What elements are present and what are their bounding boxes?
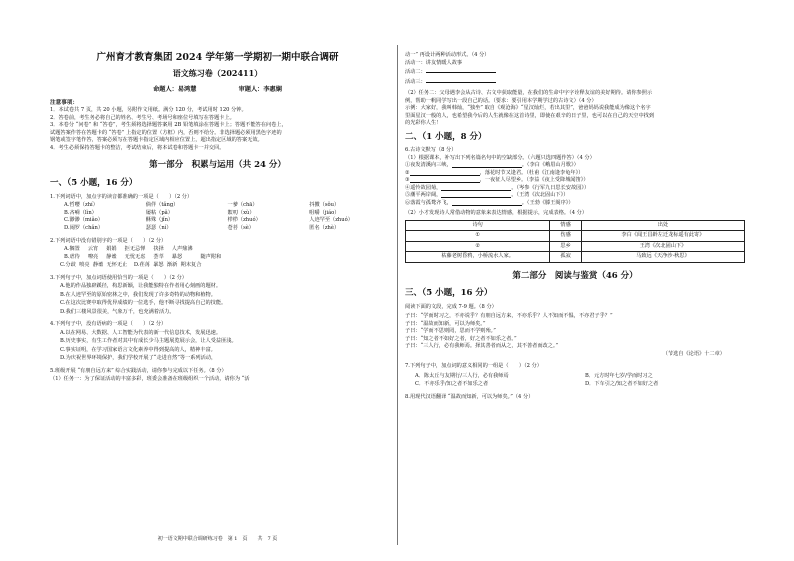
question-1: 1.下列词语中，加点字的读音都准确的一项是（ ）（2 分）: [50, 193, 193, 200]
activity-row: [405, 77, 745, 87]
q6-sub2: （2）小才发现诗人常借动物的意象来表达情感，根据提示，完成表格。（4 分）: [405, 210, 588, 217]
q7-option: A．陈太丘与友期行/三人行，必有我师焉: [415, 372, 509, 379]
passage-source: （节选自《论语》十二章）: [662, 350, 725, 357]
passage-line: 子曰：“知之者不如好之者，好之者不如乐之者。”: [405, 335, 517, 342]
question-2: 2.下列词语中没有错别字的一项是（ ）（2 分）: [50, 237, 167, 244]
q2-option: 人声鼎沸: [171, 246, 193, 253]
notice-item: 4．考生必须保持答题卡的整洁，考试结束后，将本试卷和答题卡一并交回。: [50, 144, 225, 151]
notice-item: 1．本试卷共 7 页，共 20 小题，另附作文用纸。满分 120 分，考试用时 120 分钟。: [50, 107, 247, 114]
q2-option: A.搁置: [64, 246, 80, 253]
q6-line-head: ⑥落霞与孤鹜齐飞，: [405, 199, 452, 206]
activity-row: [405, 67, 745, 77]
q6-line: [405, 192, 745, 200]
table-header-row: [406, 220, 745, 231]
notice-item: 3．本卷分 “问卷” 和 “答卷”，考生须将选择题答案用 2B 铅笔填涂在答题卡上；答题不能答在问卷上，: [50, 122, 287, 129]
q6-line: [405, 200, 745, 208]
table-row: [406, 241, 745, 252]
question-5: 5.班级开展 “有朋自远方来” 综合实践活动，请你参与完成以下任务。（8 分）: [50, 367, 227, 374]
q7-option: C．不亦乐乎/知之者不如乐之者: [415, 381, 489, 388]
q6-line-tail: 。（王湾《次北固山下》）: [511, 192, 569, 199]
q1-option: 栉栉（zhuó）: [227, 217, 261, 224]
q6-line-head: ⑤潮平两岸阔，: [405, 192, 442, 199]
table-header: 出处: [581, 220, 744, 231]
q5-continued: 动一” 再设计两种活动形式。（4 分）: [405, 52, 490, 58]
task2-line: 例，帮助一帆同学写出一段自己的话。（要求：要引用本学期学过的古诗文）（4 分）: [405, 97, 597, 104]
q2-spacer: [201, 246, 222, 254]
q2-option: 无忧无虑: [124, 253, 146, 260]
q6-blank[interactable]: [452, 162, 522, 168]
q1-option: 倘佯（tǎng）: [145, 202, 179, 209]
passage-line: 子曰：“学而不思则罔，思而不学则殆。”: [405, 328, 496, 335]
q2-option: 期末复合: [180, 262, 202, 269]
q1-option: 匿名（zhè）: [309, 224, 340, 231]
q1-option: 抖擞（sǒu）: [309, 202, 340, 209]
task2-line: （2）任务二：父母遇李会从古诗、古文中获取能量，在我们的生命中字字诠释友谊的美好期待。请你参照示: [405, 90, 653, 97]
q6-line-head: ①夜发清溪向三峡，: [405, 162, 452, 169]
q1-option: 一爹（chā）: [227, 202, 258, 209]
q2-option: C.分歧: [60, 262, 76, 269]
table-header: 诗句: [406, 220, 550, 231]
table-row: [406, 231, 745, 242]
q1-option: 酥殊（jǐn）: [145, 217, 174, 224]
q6-blank[interactable]: [441, 185, 511, 191]
q1-option: 絮叨（xù）: [227, 209, 255, 216]
q3-option: D.我们三楼风景很美，气象万千，也充满着活力。: [60, 308, 175, 315]
q1-option: A.哲嘤（zhí）: [64, 202, 98, 209]
q6-line-tail: ，落花时节又逢君。（杜甫《江南逢李龟年》）: [479, 169, 584, 176]
q1-option: C.渺渺（miǎo）: [64, 217, 103, 224]
q2-option: 暴怒: [153, 262, 164, 269]
table-cell[interactable]: ②: [406, 241, 550, 252]
question-3: 3.下列句子中，加点词语使用恰当的一项是（ ）（2 分）: [50, 274, 187, 281]
q6-line: [405, 177, 745, 185]
q3-option: A.他的作品独辟蹊径，构思新颖，让我能独特在作者用心刻画的题材。: [60, 283, 222, 290]
table-cell: 枯藤老树昏鸦，小桥流水人家。: [406, 252, 550, 263]
task2-line: 示例：大家好，我叫韩灿，“独坐” 取自《观沧海》“星汉灿烂，若出其里”，爸爸妈妈说我能成为像这个名字: [405, 105, 651, 112]
section2-heading: 二、（1 小题，8 分）: [405, 131, 487, 142]
q4-option: C.事实证明，在学习国家语言文化素养中得到提高的人，精神丰富。: [60, 346, 216, 353]
q2-option: 静谧: [92, 262, 104, 269]
q6-line-tail: 。（王勃《滕王阁序》）: [521, 199, 574, 206]
q2-option: 渐新: [166, 262, 178, 269]
q1-option: 咀嚼（jiáo）: [309, 209, 340, 216]
q3-option: B.在人迹罕至的原始密林之中，我们发现了许多奇特的动物和植物。: [60, 291, 216, 298]
q6-blank[interactable]: [441, 192, 511, 198]
reading-passage: [405, 313, 745, 351]
activity-label: 活动三：: [405, 78, 426, 85]
q6-blank[interactable]: [410, 177, 480, 183]
passage-line: 子曰：“三人行，必有我师焉。择其善者而从之，其不善者而改之。”: [405, 343, 559, 350]
table-cell[interactable]: ①: [406, 231, 550, 242]
q1-option: 人迹罕至（zhuó）: [309, 217, 353, 224]
activity-text: 讲友情暖人故事: [425, 59, 463, 66]
part1-heading: 第一部分 积累与运用（共 24 分）: [149, 160, 286, 171]
table-cell: 王湾《次北固山下》: [581, 241, 744, 252]
passage-line: 子曰：“温故而知新，可以为师矣。”: [405, 320, 486, 327]
notice-item: 2．答卷前，考生务必将自己的姓名、考生号、考场号和座位号填写在答题卡上。: [50, 114, 235, 121]
q2-option: 云宵: [87, 246, 99, 253]
part2-heading: 第二部分 阅读与鉴赏（46 分）: [512, 271, 638, 281]
table-header: 情感: [550, 220, 582, 231]
q7-options-row: [405, 380, 745, 389]
q1-options: [64, 202, 385, 232]
page-divider: [397, 45, 398, 545]
q7-option: D．下车引之/知之者不如好之者: [585, 381, 659, 388]
notice-item: 试题答案作答在答题卡的 “答卷” 上指定的位置（方框）内，否则不给分。非选择题必须用黑色字迹的: [50, 129, 282, 136]
q2-option: 娟娟: [106, 246, 117, 253]
q6-line-head: ②: [405, 169, 410, 176]
q6-table: [405, 220, 745, 263]
q2-option: 无怀无止: [106, 262, 128, 269]
q7-option: B．元方时年七岁/学而时习之: [585, 372, 653, 379]
left-page: [50, 0, 385, 561]
q2-option: 随声附和: [200, 253, 222, 260]
q1-option: B.吝嗬（lìn）: [64, 209, 97, 216]
table-cell: 伤感: [550, 231, 582, 242]
activity-blank[interactable]: [426, 77, 496, 83]
right-page: [405, 0, 745, 561]
q7-options-row: [405, 372, 745, 381]
table-cell: 孤寂: [550, 252, 582, 263]
table-cell: 李白《闻王昌龄左迁龙标遥有此寄》: [581, 231, 744, 242]
q6-line: [405, 185, 745, 193]
authors-line: [50, 86, 385, 95]
exam-subtitle: 语文练习卷（202411）: [172, 68, 263, 79]
q2-option-row-3: [60, 262, 385, 270]
q1-option: 瑟瑟（ní）: [145, 224, 172, 231]
q6-line-head: ④遥怜故园菊，: [405, 184, 442, 191]
q2-option: D.荏苒: [133, 262, 150, 269]
q1-option: 苍苔（sè）: [227, 224, 254, 231]
q2-option: 嘹亮: [87, 253, 99, 260]
q6-line: [405, 162, 745, 170]
q6-line-head: ③: [405, 177, 410, 184]
notice-block: [50, 99, 385, 152]
notice-title: 注意事项：: [50, 99, 78, 106]
q6-blank[interactable]: [452, 200, 522, 206]
q2-option: 拒无忌惮: [124, 246, 146, 253]
q3-option: C.在这次比赛中取得优异成绩的一位选手，他不断寻找提高自己的技能。: [60, 300, 227, 307]
q4-option: D.为庆祝世界环境保护，我们学校开展了“走进自然”等一系列活动，: [60, 355, 217, 362]
activity-blank[interactable]: [426, 67, 496, 73]
q5-sub: （1）任务一：为了保证活动的丰富多彩，班委会准备在班级组织一个活动，请你为 “活: [50, 376, 250, 383]
author-label: 命题人：易鸿慧: [153, 85, 197, 93]
q1-option: 屡粘（pǎ）: [145, 209, 173, 216]
q2-option: 喷亮: [79, 262, 90, 269]
q2-option: 荟萃: [153, 253, 164, 260]
reviewer-label: 审题人：李惠娴: [238, 85, 282, 93]
reading-intro: 阅读下面的文段，完成 7-9 题。（8 分）: [405, 303, 497, 310]
exam-title: 广州育才教育集团 2024 学年第一学期初一期中联合调研: [96, 52, 339, 63]
q6-blank[interactable]: [410, 170, 480, 176]
q6-line-tail: 。（岑参《行军九日思长安故园》）: [511, 184, 590, 191]
table-cell: 马致远《天净沙·秋思》: [581, 252, 744, 263]
section3-heading: 三、（5 小题，16 分）: [405, 288, 493, 299]
activity-label: 活动一：: [405, 59, 426, 66]
task2-block: [405, 90, 745, 128]
q2-options: [64, 246, 385, 261]
q4-option: B.历史事实，有生工作者对其中有成长少马主题展览展示会，让人受益匪浅。: [60, 338, 237, 345]
page-footer: 初一语文期中联合调研练习卷 第 1 页 共 7 页: [157, 535, 278, 542]
question-8: 8.用现代汉语翻译 “温故而知新，可以为师矣。”（4 分）: [405, 393, 534, 400]
q2-option: 抉择: [153, 246, 164, 253]
notice-item: 钢笔或签字笔作答，答案必须写在答题卡指定区域内相应位置上，超出指定区域的答案无效。: [50, 137, 263, 144]
q4-option: A.以在网易、大数据、人工智能为代表的新一代信息技术，发展迅速。: [60, 329, 222, 336]
table-cell: 思乡: [550, 241, 582, 252]
task2-line: 里面星汉一般的人，也希望我今后的人生就像在这首诗里，即使在艰辛的日子里，也可以在自己的天空中找到: [405, 112, 655, 119]
q2-option: 静谧: [106, 253, 117, 260]
q6-sub1: （1）根据课本，补写出下列名篇名句中的空缺部分。（六题只选四题作答）（4 分）: [405, 154, 595, 161]
task2-line: 的光彩你人生！: [405, 120, 442, 127]
q6-line-tail: ，一夜征人尽望乡。（李益《夜上受降城闻笛》）: [479, 177, 589, 184]
passage-line: 子曰：“学而时习之，不亦说乎？有朋自远方来，不亦乐乎？人不知而不愠，不亦君子乎？”: [405, 313, 613, 320]
q2-option: 暴怒: [171, 253, 183, 260]
question-4: 4.下列句子中，没有语病的一项是（ ）（2 分）: [50, 321, 167, 328]
q6-line-tail: 。（李白《峨眉山月歌》）: [521, 162, 579, 169]
question-6: 6.古诗文默写（8 分）: [405, 147, 457, 154]
activity-row: [405, 60, 745, 68]
question-7: 7.下列句子中，加点词的意义相同的一组是（ ）（2 分）: [405, 363, 542, 370]
activity-label: 活动二：: [405, 69, 426, 76]
section1-heading: 一、（5 小题，16 分）: [50, 177, 138, 188]
q2-option: B.虐待: [64, 253, 80, 260]
table-row: [406, 252, 745, 263]
q1-option: D.闹罗（chǎn）: [64, 224, 104, 231]
